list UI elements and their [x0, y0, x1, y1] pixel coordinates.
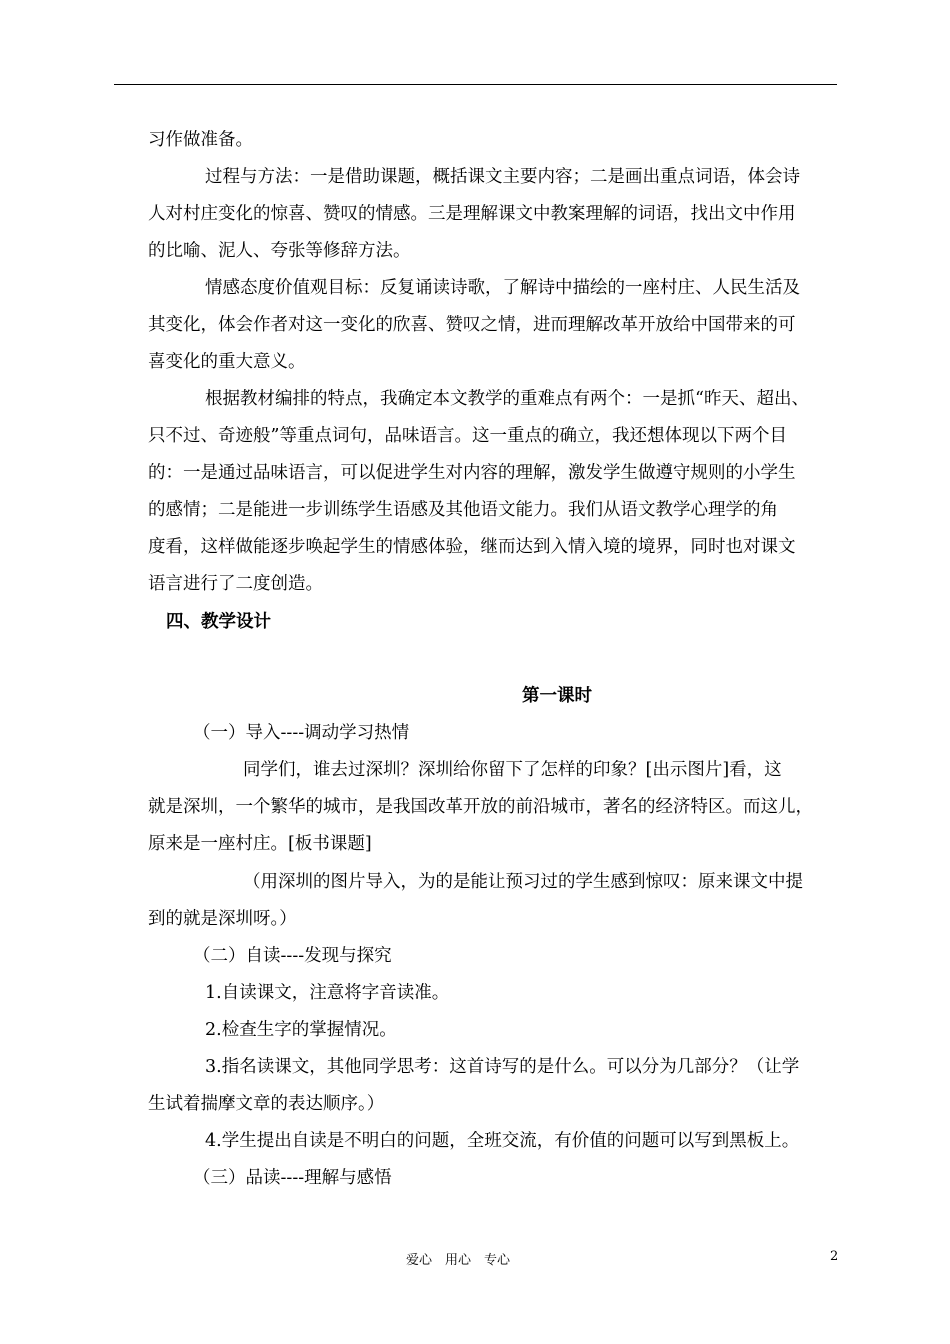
lesson-title: 第一课时 — [522, 686, 592, 706]
section-heading: 四、教学设计 — [166, 612, 271, 632]
paragraph-emotion-goal: 情感态度价值观目标：反复诵读诗歌，了解诗中描绘的一座村庄、人民生活及 — [205, 278, 800, 298]
text-line: 只不过、奇迹般”等重点词句，品味语言。这一重点的确立，我还想体现以下两个目 — [148, 426, 787, 446]
paragraph-intro-note: （用深圳的图片导入，为的是能让预习过的学生感到惊叹：原来课文中提 — [243, 872, 803, 892]
header-rule — [114, 84, 837, 85]
text-line: 人对村庄变化的惊喜、赞叹的情感。三是理解课文中教案理解的词语，找出文中作用 — [148, 204, 796, 224]
footer-motto: 爱心 用心 专心 — [406, 1253, 511, 1268]
text-line: 的感情；二是能进一步训练学生语感及其他语文能力。我们从语文教学心理学的角 — [148, 500, 778, 520]
text-line: 语言进行了二度创造。 — [148, 574, 323, 594]
list-item: 1.自读课文，注意将字音读准。 — [205, 983, 450, 1003]
paragraph-intro: 同学们，谁去过深圳？深圳给你留下了怎样的印象？[出示图片]看，这 — [243, 760, 782, 780]
text-line: 生试着揣摩文章的表达顺序。） — [148, 1094, 385, 1114]
paragraph-process-method: 过程与方法：一是借助课题，概括课文主要内容；二是画出重点词语，体会诗 — [205, 167, 800, 187]
text-line: 喜变化的重大意义。 — [148, 352, 306, 372]
text-line: 习作做准备。 — [148, 130, 253, 150]
list-item: 4.学生提出自读是不明白的问题，全班交流，有价值的问题可以写到黑板上。 — [205, 1131, 800, 1151]
subsection-heading-appreciate: （三）品读----理解与感悟 — [193, 1168, 392, 1188]
text-line: 到的就是深圳呀。） — [148, 909, 297, 929]
paragraph-key-points: 根据教材编排的特点，我确定本文教学的重难点有两个：一是抓“昨天、超出、 — [205, 389, 809, 409]
list-item: 3.指名读课文，其他同学思考：这首诗写的是什么。可以分为几部分？（让学 — [205, 1057, 800, 1077]
text-line: 其变化，体会作者对这一变化的欣喜、赞叹之情，进而理解改革开放给中国带来的可 — [148, 315, 796, 335]
text-line: 度看，这样做能逐步唤起学生的情感体验，继而达到入情入境的境界，同时也对课文 — [148, 537, 796, 557]
subsection-heading-self-read: （二）自读----发现与探究 — [193, 946, 392, 966]
subsection-heading-intro: （一）导入----调动学习热情 — [193, 723, 410, 743]
text-line: 的：一是通过品味语言，可以促进学生对内容的理解，激发学生做遵守规则的小学生 — [148, 463, 796, 483]
text-line: 的比喻、泥人、夸张等修辞方法。 — [148, 241, 411, 261]
text-line: 原来是一座村庄。[板书课题] — [148, 834, 372, 854]
list-item: 2.检查生字的掌握情况。 — [205, 1020, 397, 1040]
page-number: 2 — [830, 1249, 839, 1264]
text-line: 就是深圳，一个繁华的城市，是我国改革开放的前沿城市，著名的经济特区。而这儿， — [148, 797, 813, 817]
